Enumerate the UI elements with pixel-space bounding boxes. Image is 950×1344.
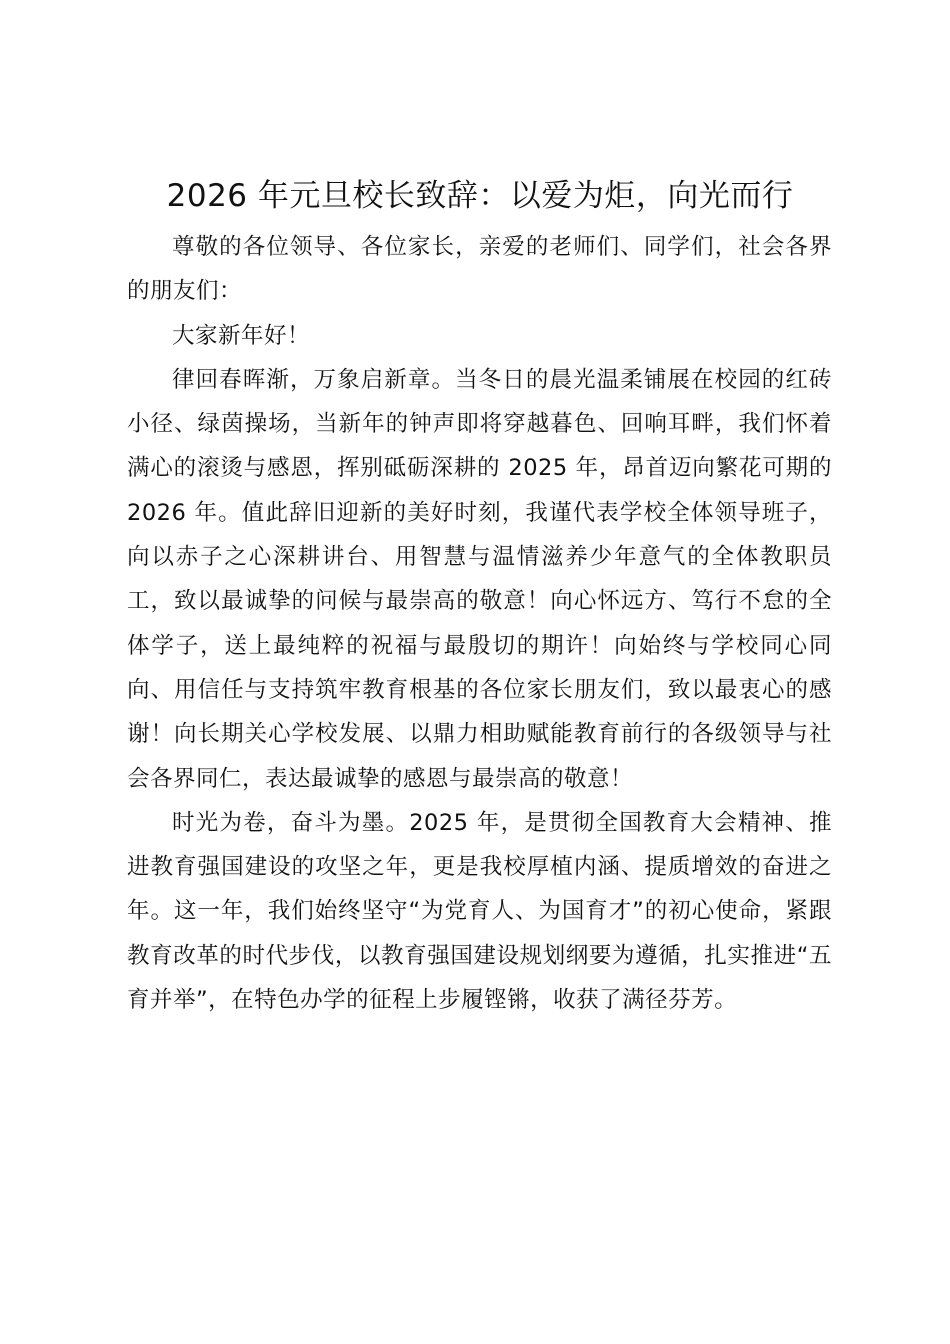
document-body [127,225,832,1022]
body-paragraph: 时光为卷，奋斗为墨。2025 年，是贯彻全国教育大会精神、推进教育强国建设的攻坚之年，更是我校厚植内涵、提质增效的奋进之年。这一年，我们始终坚守“为党育人、为国育才”的初心使命，紧跟教育改革的时代步伐，以教育强国建设规划纲要为遵循，扎实推进“五育并举”，在特色办学的征程上步履铿锵，收获了满径芬芳。 [127,809,832,1014]
greeting-paragraph: 大家新年好！ [172,322,311,349]
document-title: 2026 年元旦校长致辞：以爱为炬，向光而行 [166,178,794,214]
body-paragraph: 律回春晖渐，万象启新章。当冬日的晨光温柔铺展在校园的红砖小径、绿茵操场，当新年的钟声即将穿越暮色、回响耳畔，我们怀着满心的滚烫与感恩，挥别砥砺深耕的 2025 年，昂首迈向繁花可期的 2026 年。值此辞旧迎新的美好时刻，我谨代表学校全体领导班子，向以赤子之心深耕讲台、用智慧与温情滋养少年意气的全体教职员工，致以最诚挚的问候与最崇高的敬意！向心怀远方、笃行不怠的全体学子，送上最纯粹的祝福与最殷切的期许！向始终与学校同心同向、用信任与支持筑牢教育根基的各位家长朋友们，致以最衷心的感谢！向长期关心学校发展、以鼎力相助赋能教育前行的各级领导与社会各界同仁，表达最诚挚的感恩与最崇高的敬意！ [127,366,832,792]
salutation-paragraph: 尊敬的各位领导、各位家长，亲爱的老师们、同学们，社会各界的朋友们： [127,234,832,305]
